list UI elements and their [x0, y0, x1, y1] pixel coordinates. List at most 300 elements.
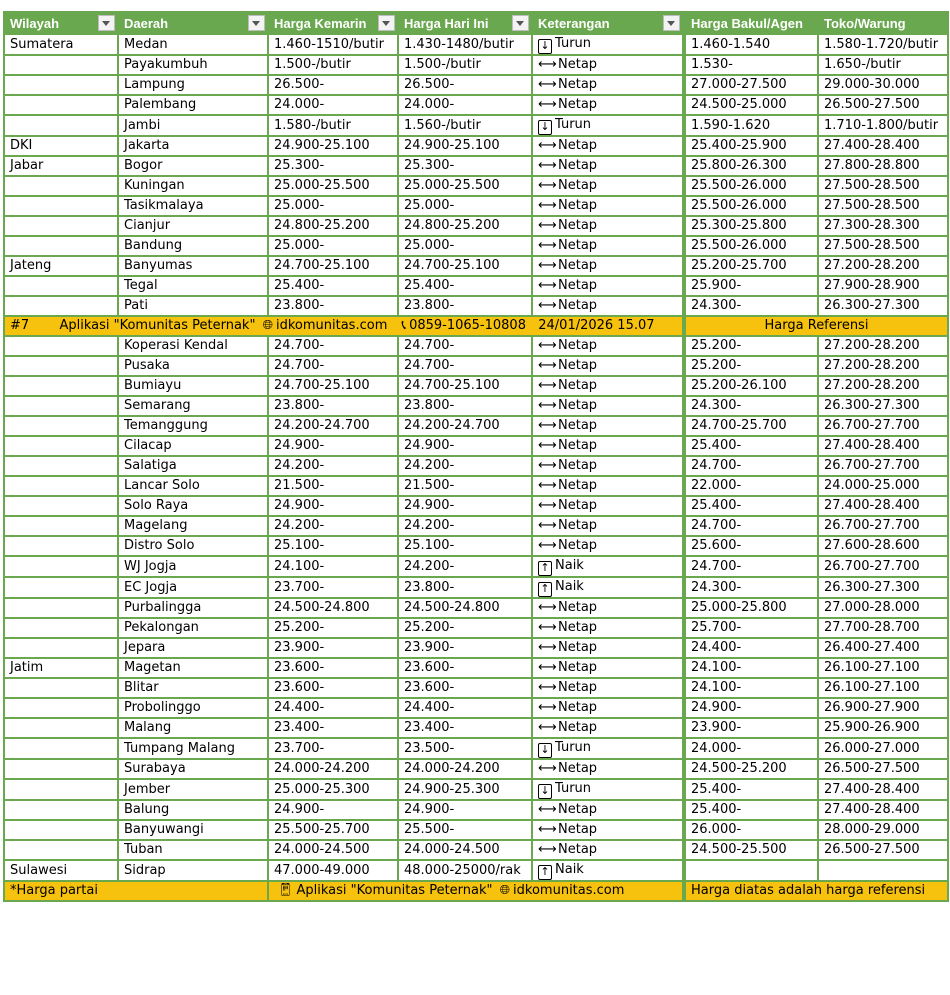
- keterangan-cell: [532, 196, 684, 216]
- table-row: [4, 779, 948, 800]
- toko-warung-cell: 27.200-28.200: [818, 336, 948, 356]
- arrow-down-box-icon: ↓: [538, 120, 552, 135]
- harga-kemarin-cell: 25.000-25.300: [268, 779, 398, 800]
- table-row: [4, 115, 948, 136]
- harga-kemarin-cell: 26.500-: [268, 75, 398, 95]
- status-label: Netap: [558, 620, 598, 635]
- toko-warung-cell: 27.700-28.700: [818, 618, 948, 638]
- harga-bakul-cell: 24.300-: [684, 296, 818, 316]
- toko-warung-cell: 27.200-28.200: [818, 356, 948, 376]
- toko-warung-cell: 26.700-27.700: [818, 556, 948, 577]
- harga-hari-ini-cell: 24.200-: [398, 556, 532, 577]
- harga-bakul-cell: 24.400-: [684, 638, 818, 658]
- keterangan-cell: [532, 436, 684, 456]
- harga-hari-ini-cell: 23.600-: [398, 678, 532, 698]
- status-label: Netap: [558, 842, 598, 857]
- status-label: Netap: [558, 418, 598, 433]
- daerah-cell: Pekalongan: [118, 618, 268, 638]
- keterangan-cell: [532, 95, 684, 115]
- table-row: [4, 577, 948, 598]
- harga-hari-ini-cell: 24.000-: [398, 95, 532, 115]
- price-table: [3, 11, 949, 902]
- daerah-cell: Balung: [118, 800, 268, 820]
- daerah-cell: Probolinggo: [118, 698, 268, 718]
- table-row: [4, 476, 948, 496]
- harga-kemarin-cell: 24.200-: [268, 456, 398, 476]
- wilayah-cell: Jatim: [4, 658, 118, 678]
- status-label: Netap: [558, 218, 598, 233]
- harga-hari-ini-cell: 23.900-: [398, 638, 532, 658]
- dropdown-arrow-icon[interactable]: [248, 15, 265, 31]
- footer-ref-note: Harga diatas adalah harga referensi: [684, 881, 948, 901]
- wilayah-cell: [4, 55, 118, 75]
- harga-kemarin-cell: 25.500-25.700: [268, 820, 398, 840]
- daerah-cell: Solo Raya: [118, 496, 268, 516]
- daerah-cell: Magetan: [118, 658, 268, 678]
- keterangan-cell: [532, 820, 684, 840]
- status-label: Netap: [558, 77, 598, 92]
- keterangan-cell: [532, 416, 684, 436]
- harga-hari-ini-cell: 24.200-24.700: [398, 416, 532, 436]
- table-row: [4, 658, 948, 678]
- harga-hari-ini-cell: 24.000-24.500: [398, 840, 532, 860]
- toko-warung-cell: 26.100-27.100: [818, 678, 948, 698]
- wilayah-cell: [4, 638, 118, 658]
- harga-bakul-cell: 25.800-26.300: [684, 156, 818, 176]
- harga-hari-ini-cell: 25.500-: [398, 820, 532, 840]
- harga-kemarin-cell: 24.900-: [268, 436, 398, 456]
- harga-bakul-cell: 25.000-25.800: [684, 598, 818, 618]
- daerah-cell: Tumpang Malang: [118, 738, 268, 759]
- harga-kemarin-cell: 1.580-/butir: [268, 115, 398, 136]
- left-right-arrow-icon: ⟷: [538, 238, 557, 253]
- toko-warung-cell: 26.700-27.700: [818, 416, 948, 436]
- status-label: Netap: [558, 378, 598, 393]
- col-header-kemarin[interactable]: Harga Kemarin: [268, 12, 398, 34]
- daerah-cell: Pati: [118, 296, 268, 316]
- wilayah-cell: [4, 496, 118, 516]
- left-right-arrow-icon: ⟷: [538, 720, 557, 735]
- harga-hari-ini-cell: 24.200-: [398, 456, 532, 476]
- harga-kemarin-cell: 24.000-24.500: [268, 840, 398, 860]
- status-label: Netap: [558, 298, 598, 313]
- daerah-cell: Distro Solo: [118, 536, 268, 556]
- table-row: [4, 820, 948, 840]
- status-label: Netap: [558, 358, 598, 373]
- footer-site: idkomunitas.com: [513, 883, 625, 898]
- toko-warung-cell: 27.400-28.400: [818, 779, 948, 800]
- toko-warung-cell: 26.100-27.100: [818, 658, 948, 678]
- harga-bakul-cell: 24.700-25.700: [684, 416, 818, 436]
- keterangan-cell: [532, 136, 684, 156]
- wilayah-cell: [4, 698, 118, 718]
- wilayah-cell: [4, 176, 118, 196]
- arrow-down-box-icon: ↓: [538, 743, 552, 758]
- wilayah-cell: [4, 738, 118, 759]
- left-right-arrow-icon: ⟷: [538, 518, 557, 533]
- keterangan-cell: [532, 176, 684, 196]
- wilayah-cell: [4, 356, 118, 376]
- harga-hari-ini-cell: 24.500-24.800: [398, 598, 532, 618]
- table-row: [4, 55, 948, 75]
- harga-bakul-cell: 25.400-25.900: [684, 136, 818, 156]
- footer-note: *Harga partai: [4, 881, 268, 901]
- status-label: Turun: [555, 781, 592, 796]
- wilayah-cell: Jateng: [4, 256, 118, 276]
- status-label: Netap: [558, 258, 598, 273]
- harga-bakul-cell: 25.500-26.000: [684, 176, 818, 196]
- harga-bakul-cell: 25.300-25.800: [684, 216, 818, 236]
- dropdown-arrow-icon[interactable]: [378, 15, 395, 31]
- banner-datetime: 24/01/2026 15.07: [538, 318, 655, 333]
- toko-warung-cell: 1.580-1.720/butir: [818, 34, 948, 55]
- wilayah-cell: [4, 718, 118, 738]
- keterangan-cell: [532, 256, 684, 276]
- keterangan-cell: [532, 638, 684, 658]
- harga-bakul-cell: 25.400-: [684, 436, 818, 456]
- daerah-cell: Medan: [118, 34, 268, 55]
- wilayah-cell: [4, 456, 118, 476]
- daerah-cell: Pusaka: [118, 356, 268, 376]
- harga-bakul-cell: 26.000-: [684, 820, 818, 840]
- phone-icon: 📞︎: [401, 318, 407, 333]
- table-row: [4, 396, 948, 416]
- left-right-arrow-icon: ⟷: [538, 358, 557, 373]
- harga-hari-ini-cell: 23.800-: [398, 396, 532, 416]
- wilayah-cell: Sumatera: [4, 34, 118, 55]
- harga-kemarin-cell: 25.000-25.500: [268, 176, 398, 196]
- harga-hari-ini-cell: 1.430-1480/butir: [398, 34, 532, 55]
- keterangan-cell: [532, 356, 684, 376]
- daerah-cell: Malang: [118, 718, 268, 738]
- harga-bakul-cell: 24.300-: [684, 577, 818, 598]
- left-right-arrow-icon: ⟷: [538, 458, 557, 473]
- table-row: [4, 800, 948, 820]
- banner-code: #7: [10, 318, 30, 333]
- harga-bakul-cell: 24.500-25.500: [684, 840, 818, 860]
- harga-hari-ini-cell: 25.000-: [398, 196, 532, 216]
- toko-warung-cell: 26.300-27.300: [818, 577, 948, 598]
- harga-kemarin-cell: 21.500-: [268, 476, 398, 496]
- keterangan-cell: [532, 860, 684, 881]
- dropdown-arrow-icon[interactable]: [98, 15, 115, 31]
- banner-info: [4, 316, 684, 336]
- status-label: Netap: [558, 538, 598, 553]
- harga-bakul-cell: 1.460-1.540: [684, 34, 818, 55]
- table-row: [4, 456, 948, 476]
- daerah-cell: Magelang: [118, 516, 268, 536]
- status-label: Netap: [558, 178, 598, 193]
- toko-warung-cell: 27.900-28.900: [818, 276, 948, 296]
- left-right-arrow-icon: ⟷: [538, 680, 557, 695]
- left-right-arrow-icon: ⟷: [538, 700, 557, 715]
- wilayah-cell: [4, 396, 118, 416]
- left-right-arrow-icon: ⟷: [538, 802, 557, 817]
- status-label: Netap: [558, 720, 598, 735]
- daerah-cell: Bumiayu: [118, 376, 268, 396]
- harga-bakul-cell: 1.530-: [684, 55, 818, 75]
- toko-warung-cell: 29.000-30.000: [818, 75, 948, 95]
- daerah-cell: Koperasi Kendal: [118, 336, 268, 356]
- table-row: [4, 95, 948, 115]
- harga-bakul-cell: 24.100-: [684, 658, 818, 678]
- harga-bakul-cell: 24.700-: [684, 516, 818, 536]
- left-right-arrow-icon: ⟷: [538, 842, 557, 857]
- toko-warung-cell: 26.700-27.700: [818, 516, 948, 536]
- dropdown-arrow-icon[interactable]: [512, 15, 529, 31]
- keterangan-cell: [532, 276, 684, 296]
- table-row: [4, 496, 948, 516]
- harga-bakul-cell: [684, 860, 818, 881]
- harga-kemarin-cell: 23.400-: [268, 718, 398, 738]
- toko-warung-cell: 27.500-28.500: [818, 176, 948, 196]
- toko-warung-cell: 26.500-27.500: [818, 840, 948, 860]
- keterangan-cell: [532, 598, 684, 618]
- keterangan-cell: [532, 556, 684, 577]
- toko-warung-cell: 26.300-27.300: [818, 296, 948, 316]
- status-label: Netap: [558, 518, 598, 533]
- harga-kemarin-cell: 24.800-25.200: [268, 216, 398, 236]
- harga-kemarin-cell: 24.500-24.800: [268, 598, 398, 618]
- footer-row: [4, 881, 948, 901]
- daerah-cell: Surabaya: [118, 759, 268, 779]
- col-header-wilayah[interactable]: Wilayah: [4, 12, 118, 34]
- daerah-cell: Tegal: [118, 276, 268, 296]
- harga-hari-ini-cell: 23.800-: [398, 577, 532, 598]
- left-right-arrow-icon: ⟷: [538, 77, 557, 92]
- left-right-arrow-icon: ⟷: [538, 478, 557, 493]
- toko-warung-cell: 26.700-27.700: [818, 456, 948, 476]
- harga-kemarin-cell: 23.600-: [268, 678, 398, 698]
- status-label: Netap: [558, 198, 598, 213]
- status-label: Netap: [558, 158, 598, 173]
- keterangan-cell: [532, 336, 684, 356]
- left-right-arrow-icon: ⟷: [538, 660, 557, 675]
- status-label: Netap: [558, 822, 598, 837]
- harga-hari-ini-cell: 21.500-: [398, 476, 532, 496]
- harga-hari-ini-cell: 23.400-: [398, 718, 532, 738]
- toko-warung-cell: 27.500-28.500: [818, 196, 948, 216]
- status-label: Netap: [558, 640, 598, 655]
- harga-bakul-cell: 25.500-26.000: [684, 236, 818, 256]
- status-label: Netap: [558, 680, 598, 695]
- table-row: [4, 176, 948, 196]
- col-header-bakul: Harga Bakul/Agen: [684, 12, 818, 34]
- harga-bakul-cell: 25.700-: [684, 618, 818, 638]
- daerah-cell: Lampung: [118, 75, 268, 95]
- status-label: Netap: [558, 761, 598, 776]
- harga-hari-ini-cell: 23.600-: [398, 658, 532, 678]
- table-row: [4, 556, 948, 577]
- left-right-arrow-icon: ⟷: [538, 178, 557, 193]
- status-label: Turun: [555, 117, 592, 132]
- arrow-down-box-icon: ↓: [538, 784, 552, 799]
- keterangan-cell: [532, 75, 684, 95]
- wilayah-cell: [4, 598, 118, 618]
- col-header-daerah[interactable]: Daerah: [118, 12, 268, 34]
- daerah-cell: Palembang: [118, 95, 268, 115]
- harga-hari-ini-cell: 1.560-/butir: [398, 115, 532, 136]
- left-right-arrow-icon: ⟷: [538, 258, 557, 273]
- harga-kemarin-cell: 23.700-: [268, 577, 398, 598]
- keterangan-cell: [532, 496, 684, 516]
- daerah-cell: Bogor: [118, 156, 268, 176]
- toko-warung-cell: 26.500-27.500: [818, 95, 948, 115]
- toko-warung-cell: 26.500-27.500: [818, 759, 948, 779]
- left-right-arrow-icon: ⟷: [538, 57, 557, 72]
- table-row: [4, 840, 948, 860]
- wilayah-cell: [4, 296, 118, 316]
- status-label: Netap: [558, 238, 598, 253]
- table-row: [4, 698, 948, 718]
- wilayah-cell: [4, 556, 118, 577]
- status-label: Turun: [555, 740, 592, 755]
- wilayah-cell: [4, 476, 118, 496]
- left-right-arrow-icon: ⟷: [538, 278, 557, 293]
- wilayah-cell: [4, 618, 118, 638]
- harga-hari-ini-cell: 25.400-: [398, 276, 532, 296]
- col-header-keterangan[interactable]: Keterangan: [532, 12, 684, 34]
- status-label: Netap: [558, 660, 598, 675]
- harga-bakul-cell: 25.400-: [684, 800, 818, 820]
- toko-warung-cell: 27.200-28.200: [818, 376, 948, 396]
- harga-kemarin-cell: 24.700-25.100: [268, 256, 398, 276]
- arrow-up-box-icon: ↑: [538, 561, 552, 576]
- harga-bakul-cell: 25.200-25.700: [684, 256, 818, 276]
- harga-bakul-cell: 24.500-25.000: [684, 95, 818, 115]
- harga-kemarin-cell: 24.700-: [268, 356, 398, 376]
- banner-site: idkomunitas.com: [275, 318, 388, 333]
- harga-bakul-cell: 24.000-: [684, 738, 818, 759]
- left-right-arrow-icon: ⟷: [538, 640, 557, 655]
- wilayah-cell: [4, 336, 118, 356]
- daerah-cell: Cianjur: [118, 216, 268, 236]
- banner-app: Aplikasi "Komunitas Peternak": [59, 318, 256, 333]
- wilayah-cell: DKI: [4, 136, 118, 156]
- harga-kemarin-cell: 24.900-25.100: [268, 136, 398, 156]
- wilayah-cell: [4, 95, 118, 115]
- status-label: Naik: [555, 579, 584, 594]
- harga-kemarin-cell: 1.460-1510/butir: [268, 34, 398, 55]
- harga-hari-ini-cell: 24.900-25.100: [398, 136, 532, 156]
- table-row: [4, 296, 948, 316]
- table-row: [4, 738, 948, 759]
- left-right-arrow-icon: ⟷: [538, 338, 557, 353]
- table-row: [4, 718, 948, 738]
- harga-kemarin-cell: 24.000-: [268, 95, 398, 115]
- keterangan-cell: [532, 718, 684, 738]
- harga-kemarin-cell: 23.700-: [268, 738, 398, 759]
- col-header-hari-ini[interactable]: Harga Hari Ini: [398, 12, 532, 34]
- table-row: [4, 516, 948, 536]
- harga-kemarin-cell: 23.900-: [268, 638, 398, 658]
- harga-kemarin-cell: 23.800-: [268, 296, 398, 316]
- harga-hari-ini-cell: 24.900-: [398, 496, 532, 516]
- harga-hari-ini-cell: 24.900-: [398, 436, 532, 456]
- status-label: Netap: [558, 138, 598, 153]
- header-row: [4, 12, 948, 34]
- left-right-arrow-icon: ⟷: [538, 298, 557, 313]
- harga-kemarin-cell: 25.100-: [268, 536, 398, 556]
- left-right-arrow-icon: ⟷: [538, 97, 557, 112]
- keterangan-cell: [532, 156, 684, 176]
- keterangan-cell: [532, 759, 684, 779]
- daerah-cell: Payakumbuh: [118, 55, 268, 75]
- table-row: [4, 618, 948, 638]
- harga-kemarin-cell: 47.000-49.000: [268, 860, 398, 881]
- harga-hari-ini-cell: 25.000-: [398, 236, 532, 256]
- keterangan-cell: [532, 738, 684, 759]
- keterangan-cell: [532, 296, 684, 316]
- keterangan-cell: [532, 618, 684, 638]
- toko-warung-cell: 26.000-27.000: [818, 738, 948, 759]
- toko-warung-cell: 27.300-28.300: [818, 216, 948, 236]
- arrow-up-box-icon: ↑: [538, 582, 552, 597]
- harga-kemarin-cell: 24.900-: [268, 800, 398, 820]
- harga-bakul-cell: 25.400-: [684, 779, 818, 800]
- harga-bakul-cell: 24.900-: [684, 698, 818, 718]
- harga-bakul-cell: 25.200-: [684, 356, 818, 376]
- col-header-toko: Toko/Warung: [818, 12, 948, 34]
- harga-bakul-cell: 24.300-: [684, 396, 818, 416]
- wilayah-cell: [4, 800, 118, 820]
- status-label: Netap: [558, 278, 598, 293]
- table-row: [4, 276, 948, 296]
- dropdown-arrow-icon[interactable]: [663, 15, 680, 31]
- wilayah-cell: [4, 216, 118, 236]
- table-row: [4, 336, 948, 356]
- keterangan-cell: [532, 840, 684, 860]
- status-label: Netap: [558, 498, 598, 513]
- globe-icon: 🌐︎: [262, 318, 273, 333]
- table-row: [4, 416, 948, 436]
- left-right-arrow-icon: ⟷: [538, 761, 557, 776]
- arrow-up-box-icon: ↑: [538, 865, 552, 880]
- wilayah-cell: [4, 840, 118, 860]
- keterangan-cell: [532, 516, 684, 536]
- wilayah-cell: [4, 416, 118, 436]
- harga-bakul-cell: 24.100-: [684, 678, 818, 698]
- harga-hari-ini-cell: 24.900-: [398, 800, 532, 820]
- daerah-cell: Blitar: [118, 678, 268, 698]
- harga-hari-ini-cell: 24.700-25.100: [398, 376, 532, 396]
- table-row: [4, 436, 948, 456]
- table-row: [4, 598, 948, 618]
- daerah-cell: Sidrap: [118, 860, 268, 881]
- toko-warung-cell: 1.710-1.800/butir: [818, 115, 948, 136]
- harga-bakul-cell: 25.900-: [684, 276, 818, 296]
- daerah-cell: Kuningan: [118, 176, 268, 196]
- toko-warung-cell: 27.400-28.400: [818, 436, 948, 456]
- wilayah-cell: [4, 820, 118, 840]
- daerah-cell: Purbalingga: [118, 598, 268, 618]
- harga-kemarin-cell: 25.200-: [268, 618, 398, 638]
- keterangan-cell: [532, 658, 684, 678]
- harga-bakul-cell: 25.500-26.000: [684, 196, 818, 216]
- toko-warung-cell: 27.800-28.800: [818, 156, 948, 176]
- table-row: [4, 34, 948, 55]
- harga-kemarin-cell: 24.900-: [268, 496, 398, 516]
- left-right-arrow-icon: ⟷: [538, 600, 557, 615]
- wilayah-cell: Sulawesi: [4, 860, 118, 881]
- harga-kemarin-cell: 25.000-: [268, 196, 398, 216]
- left-right-arrow-icon: ⟷: [538, 538, 557, 553]
- harga-kemarin-cell: 25.400-: [268, 276, 398, 296]
- daerah-cell: Temanggung: [118, 416, 268, 436]
- wilayah-cell: [4, 376, 118, 396]
- banner-section: [4, 316, 948, 336]
- left-right-arrow-icon: ⟷: [538, 198, 557, 213]
